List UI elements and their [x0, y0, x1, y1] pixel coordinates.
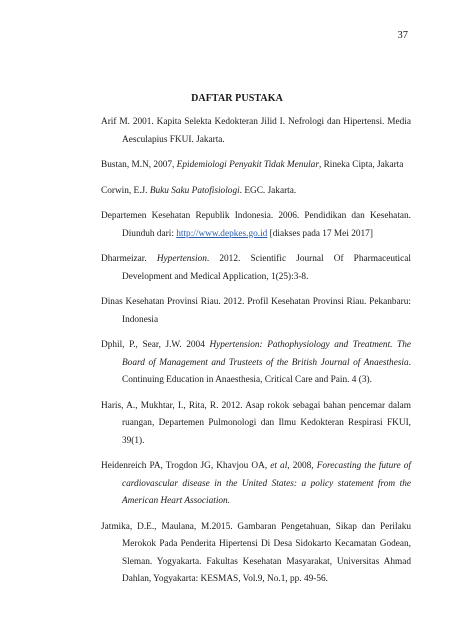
reference-item: [101, 208, 411, 243]
reference-title: Buku Saku Patofisiologi: [149, 185, 240, 196]
reference-item: [101, 398, 411, 451]
reference-text: Dphil, P., Sear, J.W. 2004: [101, 340, 210, 350]
page-number: 37: [397, 30, 408, 41]
reference-item: [101, 251, 411, 286]
reference-title: et al: [270, 461, 288, 471]
reference-text: Heidenreich PA, Trogdon JG, Khavjou OA,: [101, 461, 271, 471]
reference-text: Dinas Kesehatan Provinsi Riau. 2012. Profil Kesehatan Provinsi Riau. Pekanbaru: Indonesia: [101, 297, 411, 325]
reference-text: Arif M. 2001. Kapita Selekta Kedokteran Jilid I. Nefrologi dan Hipertensi. Media Aesculapius FKUI. Jakarta.: [101, 117, 411, 145]
reference-title: Hypertension: [156, 254, 207, 264]
reference-title: Forecasting the future of cardiovascular disease in the United States: a policy statement from the American Heart Association.: [122, 461, 411, 506]
reference-item: [101, 458, 411, 511]
reference-text: , 2008,: [287, 461, 317, 471]
reference-text: Departemen Kesehatan Republik Indonesia. 2006. Pendidikan dan Kesehatan. Diunduh dari:: [101, 211, 411, 239]
reference-item: [101, 157, 411, 175]
reference-text: , Rineka Cipta, Jakarta: [318, 160, 404, 170]
reference-text: . 2012. Scientific Journal Of Pharmaceutical Development and Medical Application, 1(25):3-8.: [122, 254, 411, 282]
reference-item: [101, 294, 411, 329]
reference-text: [diakses pada 17 Mei 2017]: [267, 228, 373, 239]
reference-list: [101, 114, 411, 597]
reference-item: [101, 114, 411, 149]
page-title: DAFTAR PUSTAKA: [191, 93, 283, 104]
reference-title: Hypertension: Pathophysiology and Treatment. The Board of Management and Trusteets of the British Journal of Anaesthesia: [122, 340, 411, 368]
reference-item: [101, 183, 411, 201]
reference-item: [101, 519, 411, 589]
reference-link[interactable]: http://www.depkes.go.id: [176, 228, 268, 239]
reference-text: Haris, A., Mukhtar, I., Rita, R. 2012. Asap rokok sebagai bahan pencemar dalam ruangan, Departemen Pulmonologi dan Ilmu Kedokteran Respirasi FKUI, 39(1).: [101, 400, 411, 446]
reference-text: Jatmika, D.E., Maulana, M.2015. Gambaran Pengetahuan, Sikap dan Perilaku Merokok Pada Penderita Hipertensi Di Desa Sidokarto Kecamatan Godean, Sleman. Yogyakarta. Fakultas Kesehatan Masyarakat, Universitas Ahmad Dahlan, Yogyakarta: KESMAS, Vol.9, No.1, pp. 49-56.: [101, 521, 411, 584]
reference-text: Bustan, M.N, 2007,: [101, 160, 177, 170]
reference-text: Dharmeizar.: [101, 254, 157, 264]
reference-text: Corwin, E.J.: [101, 185, 150, 196]
reference-text: . Continuing Education in Anaesthesia, Critical Care and Pain. 4 (3).: [122, 357, 411, 385]
reference-item: [101, 337, 411, 390]
reference-title: Epidemiologi Penyakit Tidak Menular: [176, 160, 319, 170]
reference-text: . EGC. Jakarta.: [239, 185, 297, 196]
